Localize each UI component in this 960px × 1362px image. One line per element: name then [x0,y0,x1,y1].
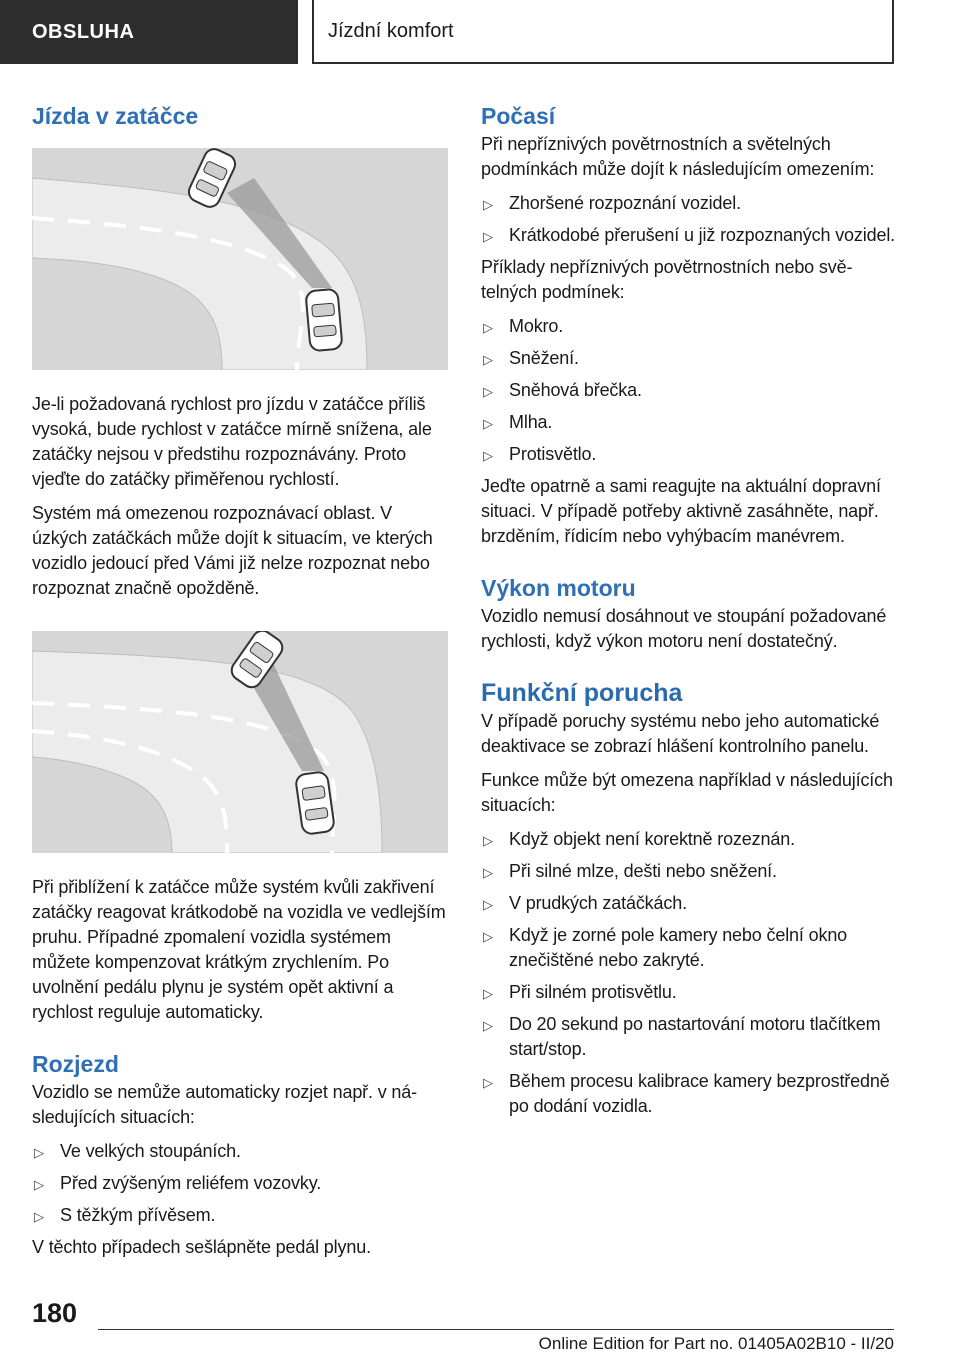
paragraph-engine-power: Vozidlo nemusí dosáhnout ve stoupání požadované rychlosti, když výkon motoru není dostatečný. [481,606,887,651]
list-item: ▷ Ve velkých stoupáních. [32,1139,450,1164]
bullet-triangle-icon: ▷ [483,448,493,463]
bullet-triangle-icon: ▷ [483,352,493,367]
list-item: ▷ Při silné mlze, dešti nebo sněžení. [481,859,897,884]
paragraph-start-outro: V těchto případech sešlápněte pedál plynu. [32,1237,371,1257]
illustration-adjacent-lane [32,631,448,853]
paragraph-weather-intro: Při nepříznivých povětrnostních a světelných podmínkách může dojít k následujícím omezením: [481,134,875,179]
list-item: ▷ Během procesu kalibrace kamery bezprostředně po dodání vozidla. [483,1071,890,1116]
bullet-triangle-icon: ▷ [483,865,493,880]
paragraph-start-intro: Vozidlo se nemůže automaticky rozjet např. v následujících situacích: [32,1082,418,1127]
list-item: ▷ Při silném protisvětlu. [481,980,897,1005]
heading-weather: Počasí [481,103,556,129]
list-weather-effects [481,191,897,248]
page-header [0,0,960,66]
list-item: ▷ Když je zorné pole kamery nebo čelní okno znečištěné nebo zakryté. [483,925,848,970]
edition-note: Online Edition for Part no. 01405A02B10 - II/20 [538,1334,894,1353]
bullet-triangle-icon: ▷ [483,986,493,1001]
heading-curve-driving: Jízda v zatáčce [32,103,199,129]
bullet-triangle-icon: ▷ [483,416,493,431]
paragraph-limitations-intro: Funkce může být omezena například v následujících situacích: [481,770,893,815]
paragraph-detection-range: Systém má omezenou rozpoznávací oblast. V úzkých zatáčkách může dojít k situacím, ve kterých vozidlo jedoucí před Vámi již nelze rozpoznat nebo rozpoznat značně opožděně. [32,503,433,598]
page-footer [0,1290,960,1362]
paragraph-weather-outro: Jeďte opatrně a sami reagujte na aktuální dopravní situaci. V případě potřeby aktivně zasáhněte, např. brzděním, řídicím nebo vyhýbacím manévrem. [481,476,881,546]
illustration-curve-detection [32,148,448,370]
list-item: ▷ Protisvětlo. [481,442,897,467]
list-start-situations [32,1139,450,1228]
list-item: ▷ V prudkých zatáčkách. [481,891,897,916]
chapter-title: Jízdní komfort [312,0,894,64]
list-item: ▷ Krátkodobé přerušení u již rozpoznaných vozidel. [481,223,897,248]
bullet-triangle-icon: ▷ [483,384,493,399]
bullet-triangle-icon: ▷ [483,897,493,912]
bullet-triangle-icon: ▷ [483,1018,493,1033]
list-item: ▷ Před zvýšeným reliéfem vozovky. [32,1171,450,1196]
bullet-triangle-icon: ▷ [483,320,493,335]
list-item: ▷ Mlha. [481,410,897,435]
paragraph-weather-examples: Příklady nepříznivých povětrnostních nebo světelných podmínek: [481,257,853,302]
paragraph-adjacent-lane: Při přiblížení k zatáčce může systém kvůli zakřivení zatáčky reagovat krátkodobě na vozidla ve vedlejším pruhu. Případné zpomalení vozidla systémem můžete kompenzovat krátkým zrychlením. Po uvolnění pedálu plynu je systém opět aktivní a rychlost reguluje automaticky. [32,877,446,1022]
list-limitations [481,827,897,1119]
list-weather-examples [481,314,897,467]
list-item: ▷ S těžkým přívěsem. [32,1203,450,1228]
heading-start: Rozjezd [32,1051,119,1077]
list-item: ▷ Sněžení. [481,346,897,371]
heading-malfunction: Funkční porucha [481,679,683,707]
bullet-triangle-icon: ▷ [483,197,493,212]
right-column [481,100,897,1126]
footer-divider [98,1329,894,1330]
bullet-triangle-icon: ▷ [34,1145,44,1160]
bullet-triangle-icon: ▷ [34,1209,44,1224]
list-item: ▷ Když objekt není korektně rozeznán. [481,827,897,852]
list-item: ▷ Zhoršené rozpoznání vozidel. [481,191,897,216]
list-item: ▷ Mokro. [481,314,897,339]
list-item: ▷ Sněhová břečka. [481,378,897,403]
bullet-triangle-icon: ▷ [34,1177,44,1192]
left-column [32,100,450,1269]
bullet-triangle-icon: ▷ [483,929,493,944]
heading-engine-power: Výkon motoru [481,575,636,601]
section-tab: OBSLUHA [0,0,298,64]
page-number: 180 [32,1298,78,1328]
bullet-triangle-icon: ▷ [483,1075,493,1090]
paragraph-curve-speed: Je-li požadovaná rychlost pro jízdu v zatáčce příliš vysoká, bude rychlost v zatáčce mírně snížena, ale zatáčky nejsou v předstihu rozpoznávány. Proto vjeďte do zatáčky přiměřenou rychlostí. [32,394,432,489]
list-item: ▷ Do 20 sekund po nastartování motoru tlačítkem start/stop. [483,1014,881,1059]
paragraph-malfunction: V případě poruchy systému nebo jeho automatické deaktivace se zobrazí hlášení kontrolního panelu. [481,711,880,756]
bullet-triangle-icon: ▷ [483,229,493,244]
bullet-triangle-icon: ▷ [483,833,493,848]
